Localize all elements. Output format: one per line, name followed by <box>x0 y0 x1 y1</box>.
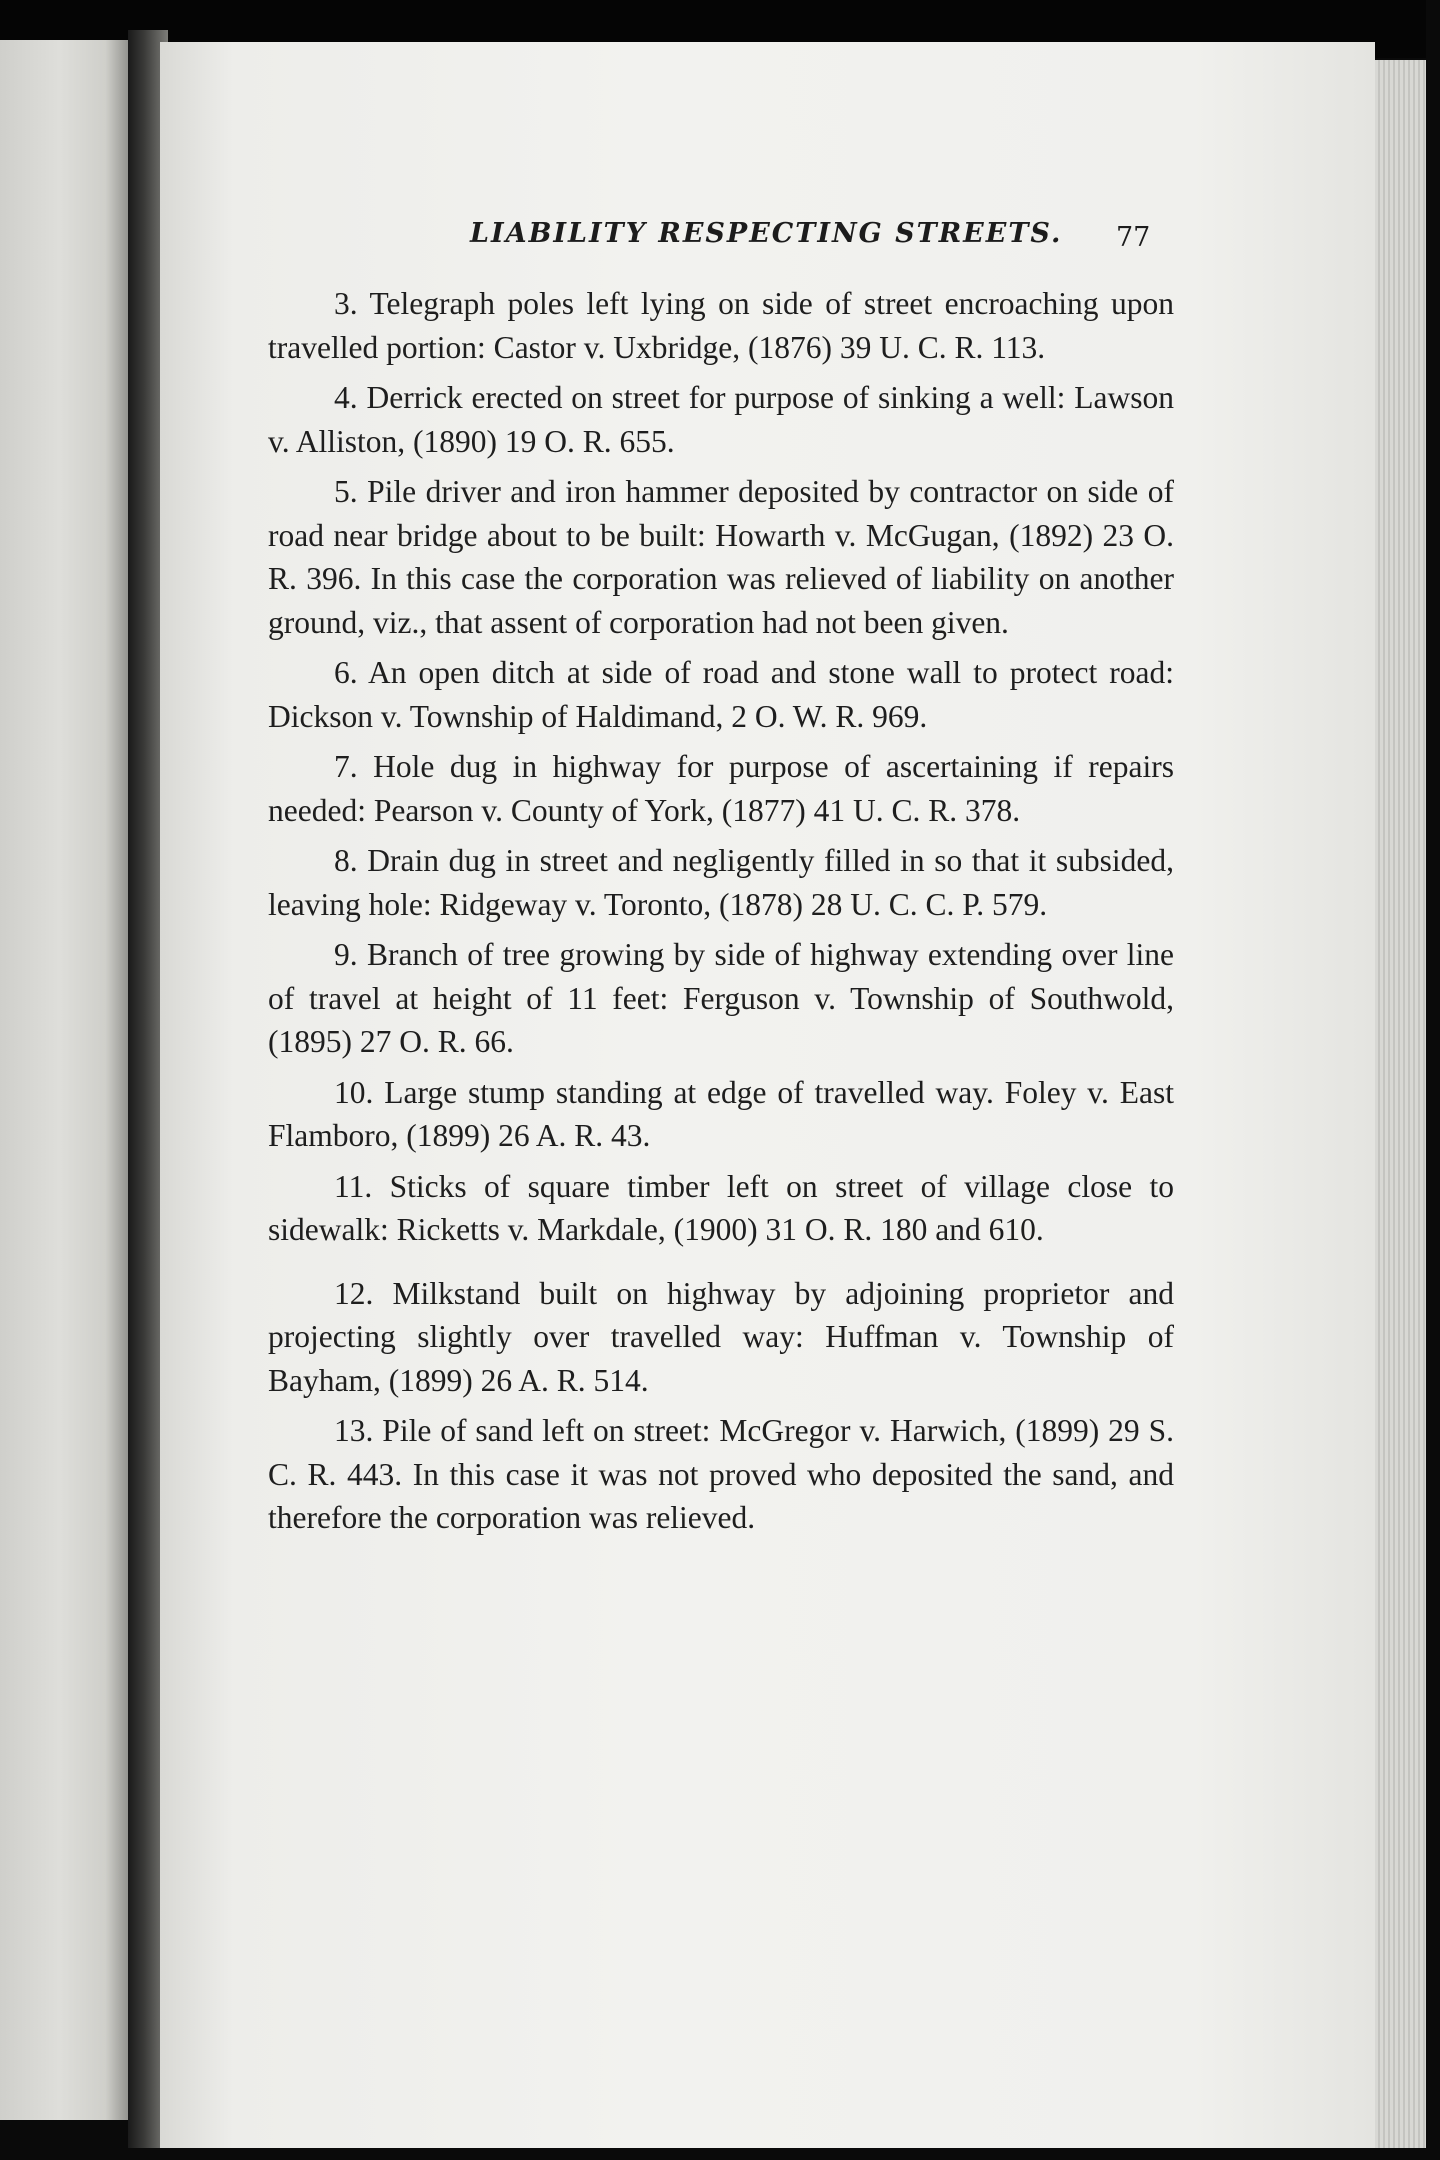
paragraph-3: 3. Telegraph poles left lying on side of street encroaching upon travelled portion: Castor v. Uxbridge, (1876) 39 U. C. R. 113. <box>268 286 1174 365</box>
scan-bottom-border <box>0 2148 1440 2160</box>
paragraph-10: 10. Large stump standing at edge of travelled way. Foley v. East Flamboro, (1899) 26 A. R. 43. <box>268 1074 1174 1153</box>
paragraph-13: 13. Pile of sand left on street: McGregor v. Harwich, (1899) 29 S. C. R. 443. In this case it was not proved who deposited the sand, and therefore the corporation was relieved. <box>268 1413 1174 1535</box>
facing-page-edge <box>0 40 132 2120</box>
paragraph-6: 6. An open ditch at side of road and stone wall to protect road: Dickson v. Township of Haldimand, 2 O. W. R. 969. <box>268 655 1174 734</box>
page-number: 77 <box>1116 222 1151 253</box>
paragraph-9: 9. Branch of tree growing by side of highway extending over line of travel at height of 11 feet: Ferguson v. Township of Southwold, (1895) 27 O. R. 66. <box>268 937 1174 1059</box>
paragraph-4: 4. Derrick erected on street for purpose of sinking a well: Lawson v. Alliston, (1890) 19 O. R. 655. <box>268 380 1174 459</box>
scan-right-border <box>1426 0 1440 2160</box>
page-stack-edge <box>1370 60 1428 2160</box>
running-title: LIABILITY RESPECTING STREETS. <box>470 218 1063 249</box>
paragraph-5: 5. Pile driver and iron hammer deposited by contractor on side of road near bridge about to be built: Howarth v. McGugan, (1892) 23 O. R. 396. In this case the corporation was relieved of liability on another ground, viz., that assent of corporation had not been given. <box>268 474 1174 640</box>
paragraph-12: 12. Milkstand built on highway by adjoining proprietor and projecting slightly over travelled way: Huffman v. Township of Bayham, (1899) 26 A. R. 514. <box>268 1275 1174 1398</box>
paragraph-7: 7. Hole dug in highway for purpose of ascertaining if repairs needed: Pearson v. County of York, (1877) 41 U. C. R. 378. <box>268 749 1174 828</box>
page-body <box>268 282 1174 1547</box>
paragraph-8: 8. Drain dug in street and negligently filled in so that it subsided, leaving hole: Ridgeway v. Toronto, (1878) 28 U. C. C. P. 579. <box>268 843 1174 922</box>
paragraph-11: 11. Sticks of square timber left on street of village close to sidewalk: Ricketts v. Markdale, (1900) 31 O. R. 180 and 610. <box>268 1168 1174 1247</box>
